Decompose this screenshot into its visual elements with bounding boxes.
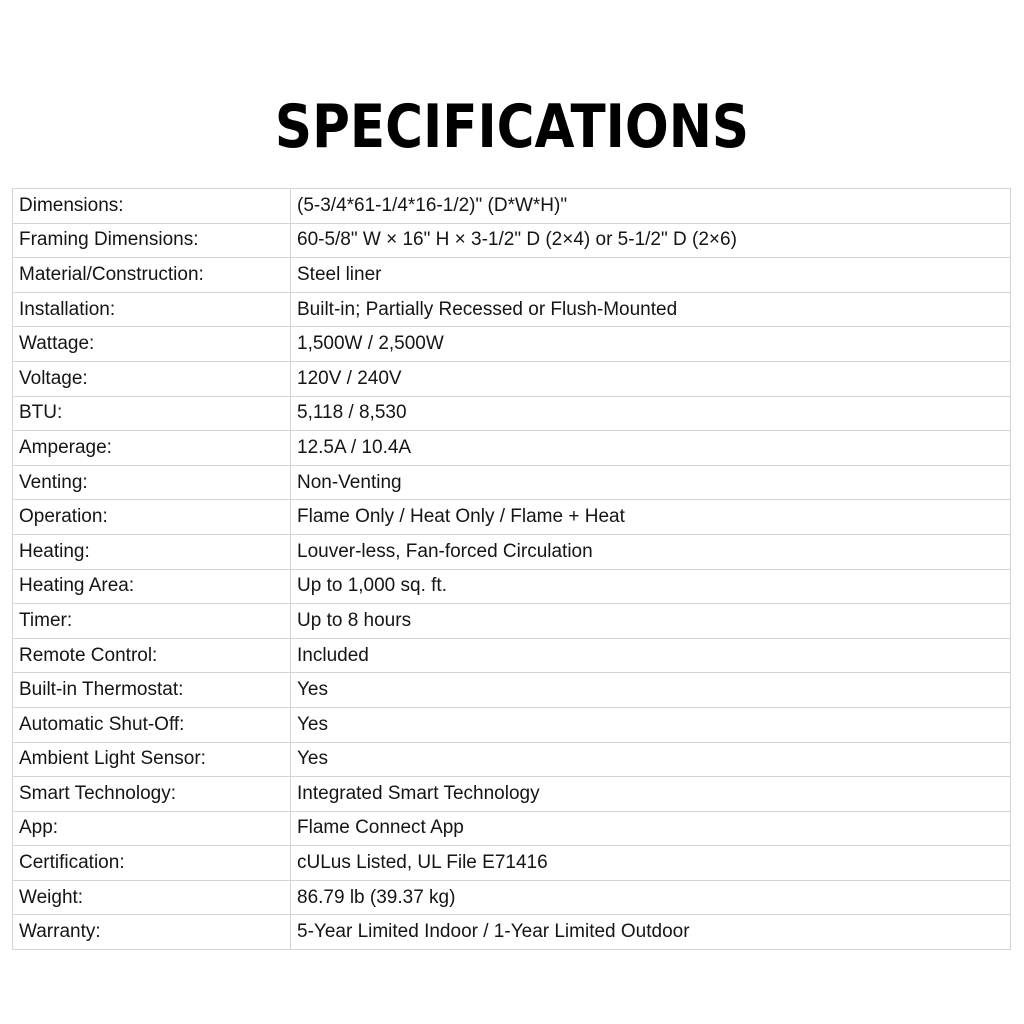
spec-value: 1,500W / 2,500W xyxy=(291,327,1011,362)
spec-value: Yes xyxy=(291,742,1011,777)
table-row xyxy=(13,604,1011,639)
table-row xyxy=(13,742,1011,777)
spec-label: Warranty: xyxy=(13,915,291,950)
specifications-table-body xyxy=(13,189,1011,950)
spec-value: 5-Year Limited Indoor / 1-Year Limited Outdoor xyxy=(291,915,1011,950)
spec-value: 60-5/8" W × 16" H × 3-1/2" D (2×4) or 5-1/2" D (2×6) xyxy=(291,223,1011,258)
table-row xyxy=(13,292,1011,327)
table-row xyxy=(13,361,1011,396)
table-row xyxy=(13,534,1011,569)
spec-label: Built-in Thermostat: xyxy=(13,673,291,708)
spec-value: Yes xyxy=(291,707,1011,742)
spec-label: Weight: xyxy=(13,880,291,915)
spec-label: App: xyxy=(13,811,291,846)
spec-value: 5,118 / 8,530 xyxy=(291,396,1011,431)
table-row xyxy=(13,396,1011,431)
spec-value: Up to 8 hours xyxy=(291,604,1011,639)
spec-label: Installation: xyxy=(13,292,291,327)
spec-label: Ambient Light Sensor: xyxy=(13,742,291,777)
page-title: SPECIFICATIONS xyxy=(274,92,750,163)
table-row xyxy=(13,569,1011,604)
spec-value: Yes xyxy=(291,673,1011,708)
spec-value: Non-Venting xyxy=(291,465,1011,500)
spec-value: (5-3/4*61-1/4*16-1/2)" (D*W*H)" xyxy=(291,189,1011,224)
spec-value: Flame Only / Heat Only / Flame + Heat xyxy=(291,500,1011,535)
spec-label: Operation: xyxy=(13,500,291,535)
table-row xyxy=(13,673,1011,708)
spec-value: Steel liner xyxy=(291,258,1011,293)
table-row xyxy=(13,223,1011,258)
table-row xyxy=(13,777,1011,812)
table-row xyxy=(13,915,1011,950)
spec-label: Heating: xyxy=(13,534,291,569)
spec-label: Remote Control: xyxy=(13,638,291,673)
spec-value: Flame Connect App xyxy=(291,811,1011,846)
spec-label: Certification: xyxy=(13,846,291,881)
table-row xyxy=(13,431,1011,466)
spec-value: Louver-less, Fan-forced Circulation xyxy=(291,534,1011,569)
spec-value: 86.79 lb (39.37 kg) xyxy=(291,880,1011,915)
table-row xyxy=(13,258,1011,293)
table-row xyxy=(13,707,1011,742)
spec-value: cULus Listed, UL File E71416 xyxy=(291,846,1011,881)
spec-label: Automatic Shut-Off: xyxy=(13,707,291,742)
spec-label: Wattage: xyxy=(13,327,291,362)
table-row xyxy=(13,465,1011,500)
spec-value: Integrated Smart Technology xyxy=(291,777,1011,812)
spec-value: 120V / 240V xyxy=(291,361,1011,396)
spec-value: 12.5A / 10.4A xyxy=(291,431,1011,466)
spec-label: Smart Technology: xyxy=(13,777,291,812)
specifications-table xyxy=(12,188,1011,950)
spec-label: Amperage: xyxy=(13,431,291,466)
spec-label: BTU: xyxy=(13,396,291,431)
table-row xyxy=(13,846,1011,881)
spec-label: Timer: xyxy=(13,604,291,639)
table-row xyxy=(13,189,1011,224)
spec-value: Up to 1,000 sq. ft. xyxy=(291,569,1011,604)
spec-label: Heating Area: xyxy=(13,569,291,604)
table-row xyxy=(13,327,1011,362)
spec-label: Material/Construction: xyxy=(13,258,291,293)
spec-label: Voltage: xyxy=(13,361,291,396)
spec-label: Dimensions: xyxy=(13,189,291,224)
table-row xyxy=(13,880,1011,915)
table-row xyxy=(13,500,1011,535)
table-row xyxy=(13,638,1011,673)
table-row xyxy=(13,811,1011,846)
spec-value: Included xyxy=(291,638,1011,673)
spec-label: Framing Dimensions: xyxy=(13,223,291,258)
spec-value: Built-in; Partially Recessed or Flush-Mounted xyxy=(291,292,1011,327)
spec-label: Venting: xyxy=(13,465,291,500)
